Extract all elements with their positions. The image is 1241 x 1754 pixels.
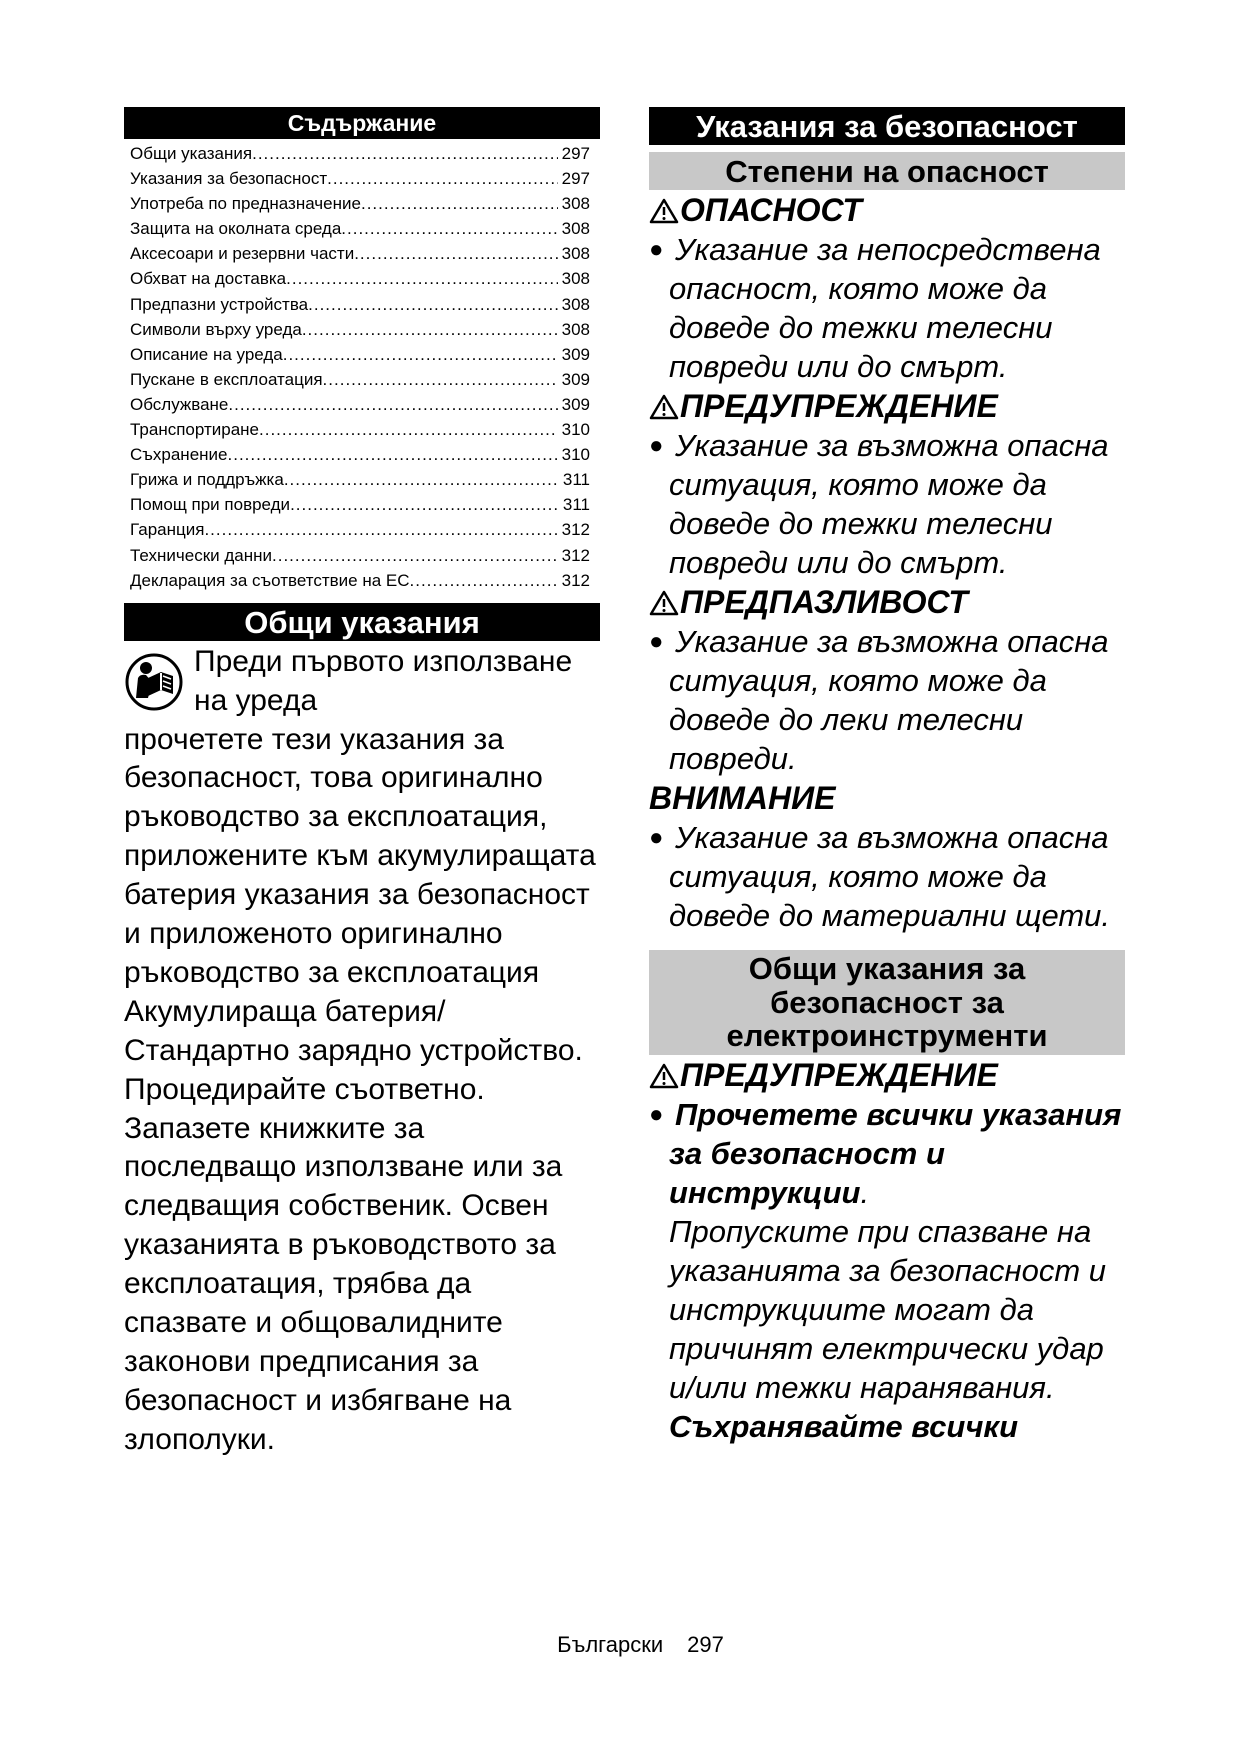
warning-heading-label: ПРЕДУПРЕЖДЕНИЕ — [680, 388, 998, 424]
tools-warning-heading — [649, 1056, 1125, 1095]
toc-entry[interactable] — [130, 546, 590, 571]
warning-triangle-icon — [649, 589, 679, 617]
bullet-icon: ● — [649, 824, 664, 851]
toc-entry-label: Указания за безопасност — [130, 169, 328, 189]
safety-section-title: Указания за безопасност — [649, 107, 1125, 145]
toc-entry-page: 311 — [562, 495, 590, 515]
toc-entry[interactable] — [130, 244, 590, 269]
toc-entry[interactable] — [130, 269, 590, 294]
caution-heading — [649, 583, 1125, 622]
toc-entry-label: Предпазни устройства — [130, 294, 309, 314]
notice-description — [649, 818, 1125, 935]
bullet-icon: ● — [649, 628, 664, 655]
footer-language: Български — [557, 1632, 664, 1657]
power-tools-safety-title: Общи указания за безопасност за електроинструменти — [649, 950, 1125, 1055]
notice-heading — [649, 779, 1125, 818]
toc-entry-label: Декларация за съответствие на ЕС — [130, 570, 410, 590]
toc-entry-page: 309 — [561, 394, 590, 414]
toc-leader-dots — [259, 420, 558, 440]
danger-description-text: Указание за непосредствена опасност, която може да доведе до тежки телесни повреди или до смърт. — [669, 232, 1101, 384]
toc-entry[interactable] — [130, 345, 590, 370]
intro-paragraph: прочетете тези указания за безопасност, това оригинално ръководство за експлоатация, приложените към акумулиращата батерия указания за безопасност и приложеното оригинално ръководство за експлоатация Акумулираща батерия/ Стандартно зарядно устройство. Процедирайте съответно. Запазете книжките за последващо използване или за следващия собственик. Освен указанията в ръководството за експлоатация, трябва да спазвате и общовалидните законови предписания за безопасност и избягване на злополуки. — [124, 722, 596, 1456]
toc-entry-label: Обхват на доставка — [130, 269, 287, 289]
toc-entry[interactable] — [130, 144, 590, 169]
toc-entry-page: 312 — [561, 520, 590, 540]
toc-leader-dots — [323, 370, 558, 390]
toc-entry[interactable] — [130, 395, 590, 420]
toc-entry-page: 310 — [561, 420, 590, 440]
tools-instruction-period: . — [860, 1175, 870, 1210]
toc-entry[interactable] — [130, 495, 590, 520]
bullet-icon: ● — [649, 432, 664, 459]
toc-leader-dots — [286, 269, 558, 289]
toc-leader-dots — [308, 295, 557, 315]
hazard-levels-title: Степени на опасност — [649, 152, 1125, 190]
toc-entry-page: 309 — [561, 369, 590, 389]
toc-entry-page: 310 — [561, 445, 590, 465]
warning-description — [649, 426, 1125, 582]
toc-entry[interactable] — [130, 219, 590, 244]
toc-leader-dots — [252, 144, 558, 164]
toc-leader-dots — [284, 470, 559, 490]
caution-description — [649, 622, 1125, 778]
bullet-icon: ● — [649, 1101, 664, 1128]
toc-leader-dots — [290, 495, 559, 515]
toc-leader-dots — [302, 320, 558, 340]
toc-list — [124, 139, 600, 596]
notice-heading-label: ВНИМАНИЕ — [649, 780, 836, 816]
warning-triangle-icon — [649, 393, 679, 421]
toc-entry[interactable] — [130, 295, 590, 320]
toc-entry-page: 308 — [561, 269, 590, 289]
toc-leader-dots — [228, 445, 558, 465]
toc-entry-label: Транспортиране — [130, 420, 260, 440]
toc-entry-label: Символи върху уреда — [130, 319, 302, 339]
toc-entry-label: Защита на околната среда — [130, 219, 342, 239]
warning-heading — [649, 387, 1125, 426]
toc-leader-dots — [410, 571, 558, 591]
tools-warning-heading-label: ПРЕДУПРЕЖДЕНИЕ — [680, 1057, 998, 1093]
toc-entry-label: Употреба по предназначение — [130, 194, 361, 214]
toc-entry-page: 297 — [561, 144, 590, 163]
danger-heading — [649, 191, 1125, 230]
toc-entry-label: Съхранение — [130, 445, 228, 465]
tools-instruction-text: Пропуските при спазване на указанията за безопасност и инструкциите могат да причинят електрически удар и/или тежки наранявания. — [669, 1214, 1107, 1405]
tools-keep-text: Съхранявайте всички — [669, 1409, 1019, 1444]
toc-entry[interactable] — [130, 571, 590, 596]
toc-leader-dots — [361, 194, 558, 214]
toc-entry-label: Обслужване — [130, 394, 229, 414]
toc-entry-page: 308 — [561, 219, 590, 239]
toc-leader-dots — [204, 520, 557, 540]
toc-entry-page: 308 — [561, 319, 590, 339]
toc-entry-page: 308 — [561, 194, 590, 214]
bullet-icon: ● — [649, 236, 664, 263]
caution-description-text: Указание за възможна опасна ситуация, която може да доведе до леки телесни повреди. — [669, 624, 1109, 776]
tools-instruction — [649, 1095, 1125, 1446]
toc-entry-page: 308 — [561, 244, 590, 264]
toc-entry[interactable] — [130, 470, 590, 495]
general-section-title: Общи указания — [124, 603, 600, 641]
footer-page-number: 297 — [687, 1632, 724, 1657]
toc-entry-page: 297 — [561, 169, 590, 189]
toc-entry-page: 312 — [561, 570, 590, 590]
warning-description-text: Указание за възможна опасна ситуация, която може да доведе до тежки телесни повреди или до смърт. — [669, 428, 1109, 580]
notice-description-text: Указание за възможна опасна ситуация, която може да доведе до материални щети. — [669, 820, 1111, 933]
warning-triangle-icon — [649, 197, 679, 225]
toc-entry-page: 312 — [561, 545, 590, 565]
toc-entry-label: Описание на уреда — [130, 344, 283, 364]
toc-entry[interactable] — [130, 169, 590, 194]
toc-entry-page: 308 — [561, 294, 590, 314]
warning-triangle-icon — [649, 1062, 679, 1090]
danger-description — [649, 230, 1125, 386]
toc-leader-dots — [228, 395, 557, 415]
toc-leader-dots — [341, 219, 557, 239]
toc-entry-label: Аксесоари и резервни части — [130, 244, 355, 264]
tools-instruction-bold: Прочетете всички указания за безопасност и инструкции — [669, 1097, 1122, 1210]
left-column — [124, 107, 600, 1460]
toc-entry[interactable] — [130, 420, 590, 445]
toc-entry-page: 309 — [561, 344, 590, 364]
toc-entry[interactable] — [130, 370, 590, 395]
toc-entry-label: Пускане в експлоатация — [130, 369, 323, 389]
page-footer — [0, 1632, 1241, 1658]
general-intro — [124, 643, 600, 1460]
intro-first-lines: Преди първото използване на уреда — [194, 644, 573, 717]
read-manual-icon — [124, 652, 184, 712]
toc-entry-label: Гаранция — [130, 520, 205, 540]
toc-leader-dots — [354, 244, 557, 264]
toc-title: Съдържание — [124, 107, 600, 139]
toc-entry-label: Общи указания — [130, 144, 253, 163]
danger-heading-label: ОПАСНОСТ — [680, 192, 862, 228]
toc-leader-dots — [327, 169, 558, 189]
toc-entry[interactable] — [130, 194, 590, 219]
toc-entry-label: Технически данни — [130, 545, 273, 565]
toc-leader-dots — [272, 546, 558, 566]
toc-entry[interactable] — [130, 320, 590, 345]
toc-entry-label: Грижа и поддръжка — [130, 470, 284, 490]
right-column — [649, 107, 1125, 1446]
toc-entry[interactable] — [130, 520, 590, 545]
toc-entry-label: Помощ при повреди — [130, 495, 291, 515]
toc-entry[interactable] — [130, 445, 590, 470]
toc-entry-page: 311 — [562, 470, 590, 490]
toc-leader-dots — [283, 345, 558, 365]
caution-heading-label: ПРЕДПАЗЛИВОСТ — [680, 584, 968, 620]
